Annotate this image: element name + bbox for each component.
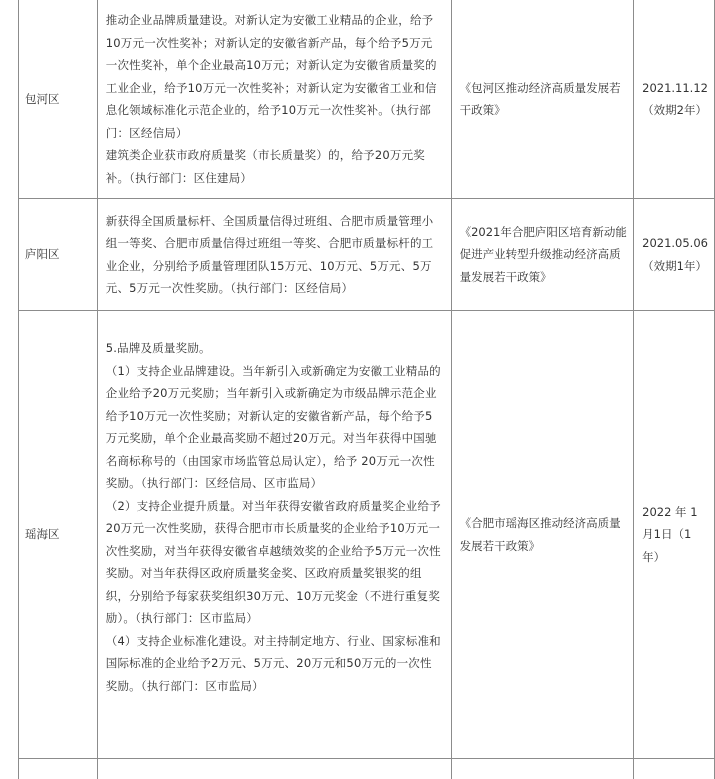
content-cell — [97, 311, 451, 759]
policy-cell: 《合肥市瑶海区推动经济高质量发展若干政策》 — [451, 311, 634, 759]
table-row — [19, 759, 715, 779]
empty-cell — [19, 759, 98, 779]
content-paragraph: 5.品牌及质量奖励。 — [106, 337, 443, 360]
content-paragraph: （4）支持企业标准化建设。对主持制定地方、行业、国家标准和国际标准的企业给予2万元、5万元、20万元和50万元的一次性奖励。（执行部门：区市监局） — [106, 630, 443, 698]
content-paragraph: （1）支持企业品牌建设。当年新引入或新确定为安徽工业精品的企业给予20万元奖励；当年新引入或新确定为市级品牌示范企业给予10万元一次性奖励；对新认定的安徽省新产品，每个给予5万元奖励，单个企业最高奖励不超过20万元。对当年获得中国驰名商标称号的（由国家市场监管总局认定），给予 20万元一次性奖励。（执行部门：区经信局、区市监局） — [106, 360, 443, 495]
table-row — [19, 311, 715, 759]
policy-cell: 《包河区推动经济高质量发展若干政策》 — [451, 0, 634, 199]
policy-cell: 《2021年合肥庐阳区培育新动能促进产业转型升级推动经济高质量发展若干政策》 — [451, 199, 634, 311]
empty-cell — [634, 759, 715, 779]
empty-cell — [97, 759, 451, 779]
table-row — [19, 0, 715, 199]
date-cell: 2021.05.06（效期1年） — [634, 199, 715, 311]
empty-cell — [451, 759, 634, 779]
content-paragraph: 推动企业品牌质量建设。对新认定为安徽工业精品的企业，给予10万元一次性奖补；对新认定的安徽省新产品，每个给予5万元一次性奖补，单个企业最高10万元；对新认定为安徽省质量奖的工业企业，给予10万元一次性奖补；对新认定为安徽省工业和信息化领域标准化示范企业的，给予10万元一次性奖补。（执行部门：区经信局） — [106, 9, 443, 144]
content-paragraph: （2）支持企业提升质量。对当年获得安徽省政府质量奖企业给予20万元一次性奖励，获得合肥市市长质量奖的企业给予10万元一次性奖励，对当年获得安徽省卓越绩效奖的企业给予5万元一次性奖励。对当年获得区政府质量奖金奖、区政府质量奖银奖的组织，分别给予每家获奖组织30万元、10万元奖金（不进行重复奖励）。（执行部门：区市监局） — [106, 495, 443, 630]
policy-table — [18, 0, 715, 779]
content-cell — [97, 0, 451, 199]
content-paragraph: 新获得全国质量标杆、全国质量信得过班组、合肥市质量管理小组一等奖、合肥市质量信得过班组一等奖、合肥市质量标杆的工业企业，分别给予质量管理团队15万元、10万元、5万元、5万元、5万元一次性奖励。（执行部门：区经信局） — [106, 210, 443, 300]
content-paragraph: 建筑类企业获市政府质量奖（市长质量奖）的，给予20万元奖补。（执行部门：区住建局） — [106, 144, 443, 189]
region-cell: 包河区 — [19, 0, 98, 199]
table-row — [19, 199, 715, 311]
date-cell: 2022 年 1 月1日（1 年） — [634, 311, 715, 759]
date-cell: 2021.11.12（效期2年） — [634, 0, 715, 199]
region-cell: 庐阳区 — [19, 199, 98, 311]
content-cell — [97, 199, 451, 311]
region-cell: 瑶海区 — [19, 311, 98, 759]
